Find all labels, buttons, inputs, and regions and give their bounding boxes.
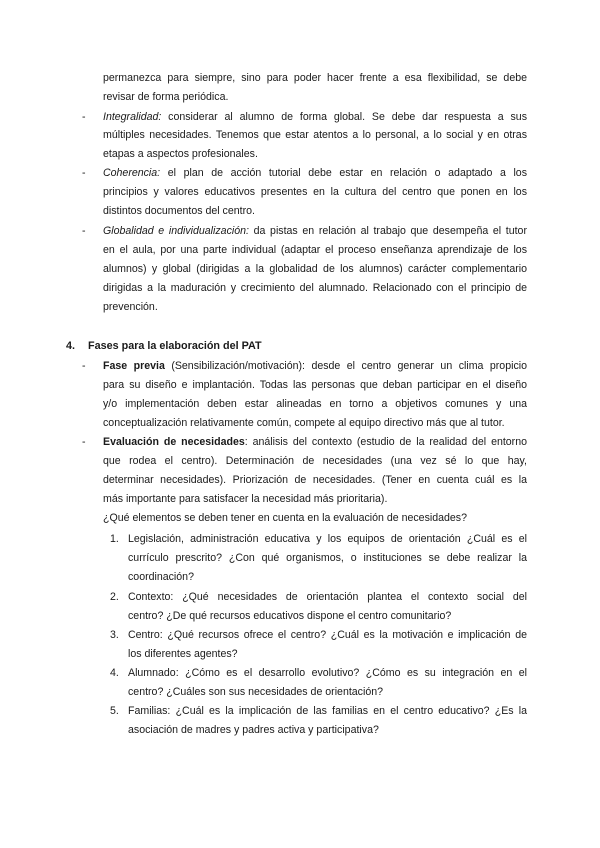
list-number: 1. — [110, 533, 119, 545]
phase-term: Evaluación de necesidades — [103, 436, 245, 448]
list-number: 5. — [110, 705, 119, 717]
bullet-dash: - — [82, 225, 86, 237]
paragraph-line: múltiples necesidades. Tenemos que estar atentos a lo personal, a lo social y en otras — [103, 129, 527, 141]
list-item-line: Legislación, administración educativa y los equipos de orientación ¿Cuál es el — [128, 533, 527, 545]
principle-item-globalidad: Globalidad e individualización: da pistas en relación al trabajo que desempeña el tutor — [103, 225, 527, 237]
question-line: ¿Qué elementos se deben tener en cuenta en la evaluación de necesidades? — [103, 512, 467, 524]
bullet-dash: - — [82, 360, 86, 372]
paragraph-line: para su diseño e implantación. Todas las personas que deban participar en el diseño — [103, 379, 527, 391]
paragraph-line: determinar necesidades). Priorización de necesidades. (Tener en cuenta cuál es la — [103, 474, 527, 486]
paragraph-line: prevención. — [103, 301, 158, 313]
list-item-line: centro? ¿Cuáles son sus necesidades de orientación? — [128, 686, 383, 698]
paragraph-line: en el aula, por una parte individual (adaptar el proceso enseñanza aprendizaje de los — [103, 244, 527, 256]
phase-item-evaluacion: Evaluación de necesidades: análisis del contexto (estudio de la realidad del entorno — [103, 436, 527, 448]
section-number: 4. — [66, 340, 76, 352]
list-item-line: Alumnado: ¿Cómo es el desarrollo evolutivo? ¿Cómo es su integración en el — [128, 667, 527, 679]
paragraph-line: etapas a aspectos profesionales. — [103, 148, 258, 160]
paragraph-line: alumnos) y global (dirigidas a la globalidad de los alumnos) carácter complementario — [103, 263, 527, 275]
paragraph-line: y/o implementación deben estar alineadas en torno a objetivos comunes y una — [103, 398, 527, 410]
principle-term: Coherencia: — [103, 167, 161, 179]
principle-term: Globalidad e individualización: — [103, 225, 249, 237]
list-item-line: centro? ¿De qué recursos educativos dispone el centro comunitario? — [128, 610, 452, 622]
paragraph-line: principios y valores educativos presentes en la cultura del centro que ponen en los — [103, 186, 527, 198]
list-item-line: currículo prescrito? ¿Con qué organismos, o instituciones se debe realizar la — [128, 552, 527, 564]
list-number: 3. — [110, 629, 119, 641]
bullet-dash: - — [82, 436, 86, 448]
paragraph-line: que rodea el centro). Determinación de necesidades (una vez sé lo que hay, — [103, 455, 527, 467]
paragraph-line: revisar de forma periódica. — [103, 91, 229, 103]
bullet-dash: - — [82, 111, 86, 123]
section-title: Fases para la elaboración del PAT — [88, 340, 262, 352]
bullet-dash: - — [82, 167, 86, 179]
list-item-line: Contexto: ¿Qué necesidades de orientación plantea el contexto social del — [128, 591, 527, 603]
list-number: 2. — [110, 591, 119, 603]
principle-item-coherencia: Coherencia: el plan de acción tutorial debe estar en relación o adaptado a los — [103, 167, 527, 179]
list-item-line: Familias: ¿Cuál es la implicación de las familias en el centro educativo? ¿Es la — [128, 705, 527, 717]
principle-term: Integralidad: — [103, 111, 162, 123]
list-item-line: asociación de madres y padres activa y participativa? — [128, 724, 379, 736]
list-item-line: los diferentes agentes? — [128, 648, 238, 660]
list-number: 4. — [110, 667, 119, 679]
list-item-line: Centro: ¿Qué recursos ofrece el centro? ¿Cuál es la motivación e implicación de — [128, 629, 527, 641]
paragraph-line: conceptualización relativamente común, compete al equipo directivo más que al tutor. — [103, 417, 505, 429]
paragraph-line: distintos documentos del centro. — [103, 205, 255, 217]
phase-term: Fase previa — [103, 360, 165, 372]
paragraph-line: permanezca para siempre, sino para poder hacer frente a esa flexibilidad, se debe — [103, 72, 527, 84]
phase-item-fase-previa: Fase previa (Sensibilización/motivación): desde el centro generar un clima propicio — [103, 360, 527, 372]
paragraph-line: dirigidas a la maduración y crecimiento del alumnado. Relacionado con el principio de — [103, 282, 527, 294]
principle-item-integralidad: Integralidad: considerar al alumno de forma global. Se debe dar respuesta a sus — [103, 111, 527, 123]
list-item-line: coordinación? — [128, 571, 194, 583]
paragraph-line: más importante para satisfacer la necesidad más prioritaria). — [103, 493, 388, 505]
